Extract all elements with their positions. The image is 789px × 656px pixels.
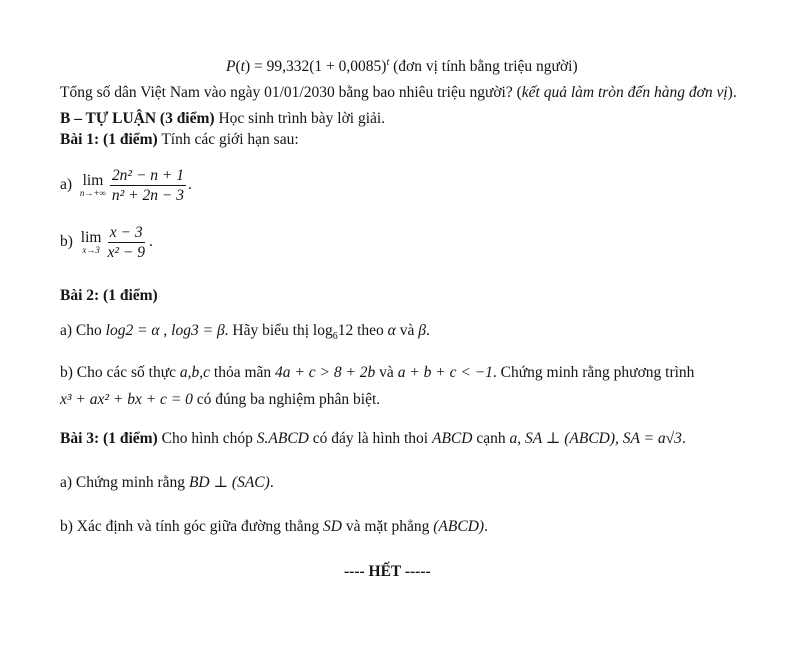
population-question: Tổng số dân Việt Nam vào ngày 01/01/2030 bằng bao nhiêu triệu người? (kết quả làm tròn đến hàng đơn vị). <box>60 84 737 101</box>
bai2-part-a: a) Cho log2 = α , log3 = β. Hãy biểu thị $\log_612$ theo α và β. <box>60 322 430 343</box>
bai3-part-a: a) Chứng minh rằng BD ⊥ (SAC). <box>60 474 274 491</box>
bai1-part-a: a) lim n→+∞ $\frac{\text{2n² − n + 1}}{\text{n² + 2n − 3}}$ . <box>60 167 192 205</box>
bai2-part-b-line1: b) Cho các số thực a,b,c thỏa mãn 4a + c > 8 + 2b và a + b + c < −1. Chứng minh rằng phương trình <box>60 364 695 381</box>
end-mark: ---- HẾT ----- <box>344 563 431 580</box>
bai3-statement: Bài 3: (1 điểm) Cho hình chóp S.ABCD có đáy là hình thoi ABCD cạnh a, SA ⊥ (ABCD), SA = a√3. <box>60 430 686 447</box>
population-formula: $P(t) = 99,332(1 + 0,0085)^t$ (đơn vị tính bằng triệu người) <box>226 57 578 76</box>
bai2-part-b-line2: x³ + ax² + bx + c = 0 có đúng ba nghiệm phân biệt. <box>60 391 381 408</box>
fraction: $\frac{\text{2n² − n + 1}}{\text{n² + 2n − 3}}$ <box>111 167 184 205</box>
rounding-note: kết quả làm tròn đến hàng đơn vị <box>521 84 728 101</box>
cubic-equation: x³ + ax² + bx + c = 0 <box>60 391 193 408</box>
bai1-heading: Bài 1: (1 điểm) Tính các giới hạn sau: <box>60 131 299 148</box>
section-b-heading: B – TỰ LUẬN (3 điểm) Học sinh trình bày lời giải. <box>60 110 386 127</box>
bai2-heading: Bài 2: (1 điểm) <box>60 287 158 304</box>
limit-operator: lim n→+∞ <box>79 171 106 199</box>
limit-operator: lim x→3 <box>80 228 102 256</box>
fraction: $\frac{x - 3}{\text{x² − 9}}$ <box>107 224 145 262</box>
unit-note: (đơn vị tính bằng triệu người) <box>389 58 578 76</box>
bai1-part-b: b) lim x→3 $\frac{x - 3}{\text{x² − 9}}$ . <box>60 224 153 262</box>
bai3-part-b: b) Xác định và tính góc giữa đường thẳng SD và mặt phẳng (ABCD). <box>60 518 488 535</box>
formula-func: P <box>226 58 236 76</box>
